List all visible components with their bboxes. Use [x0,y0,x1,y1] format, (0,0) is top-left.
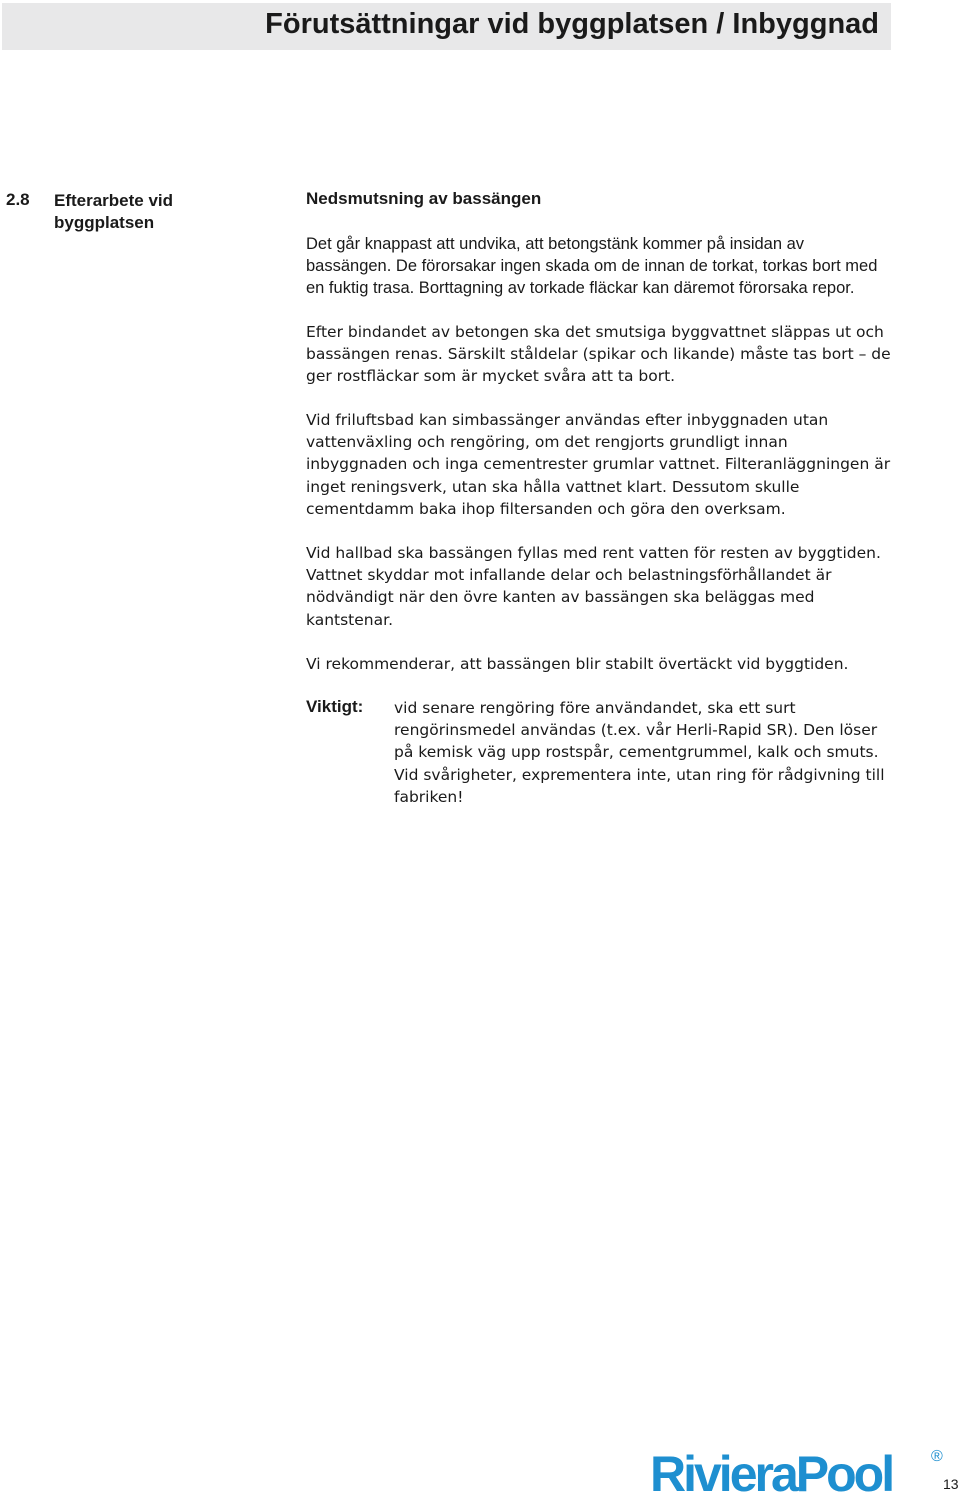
important-text: vid senare rengöring före användandet, ska ett surt rengörinsmedel användas (t.ex. vår Herli-Rapid SR). Den löser på kemisk väg upp rostspår, cementgrummel, kalk och smuts. Vid svårigheter, exprementera inte, utan ring för rådgivning till fabriken! [394,699,885,806]
page-title: Förutsättningar vid byggplatsen / Inbyggnad [265,8,879,40]
paragraph-text: Det går knappast att undvika, att betongstänk kommer på insidan av bassängen. De förorsakar ingen skada om de innan de torkat, torkas bort med en fuktig trasa. Borttagning av torkade fläckar kan däremot förorsaka repor. [306,235,878,298]
subsection-heading: Nedsmutsning av bassängen [306,189,542,208]
paragraph-1 [306,233,892,300]
section-number: 2.8 [6,190,30,209]
registered-mark: ® [931,1448,943,1465]
page-header [2,3,891,50]
logo-wordmark: RivieraPool [650,1446,893,1496]
paragraph-2 [306,321,892,388]
paragraph-text: Vid hallbad ska bassängen fyllas med rent vatten för resten av byggtiden. Vattnet skyddar mot infallande delar och belastningsförhållandet är nödvändigt när den övre kanten av bassängen ska beläggas med kantstenar. [306,544,881,629]
paragraph-3 [306,409,892,520]
section-title: Efterarbete vid byggplatsen [54,191,174,232]
paragraph-5 [306,653,892,675]
rivierapool-logo [650,1446,950,1496]
paragraph-text: Vid friluftsbad kan simbassänger användas efter inbyggnaden utan vattenväxling och rengöring, om det rengjorts grundligt innan inbyggnaden och inga cementrester grumlar vattnet. Filteranläggningen är inget reningsverk, utan ska hålla vattnet klart. Dessutom skulle cementdamm baka ihop filtersanden och göra den overksam. [306,411,891,518]
page-number: 13 [943,1476,959,1492]
important-label: Viktigt: [306,697,364,716]
paragraph-text: Vi rekommenderar, att bassängen blir stabilt övertäckt vid byggtiden. [306,655,849,673]
paragraph-4 [306,542,892,631]
paragraph-text: Efter bindandet av betongen ska det smutsiga byggvattnet släppas ut och bassängen renas. Särskilt ståldelar (spikar och likande) måste tas bort – de ger rostfläckar som är mycket svåra att ta bort. [306,323,891,386]
